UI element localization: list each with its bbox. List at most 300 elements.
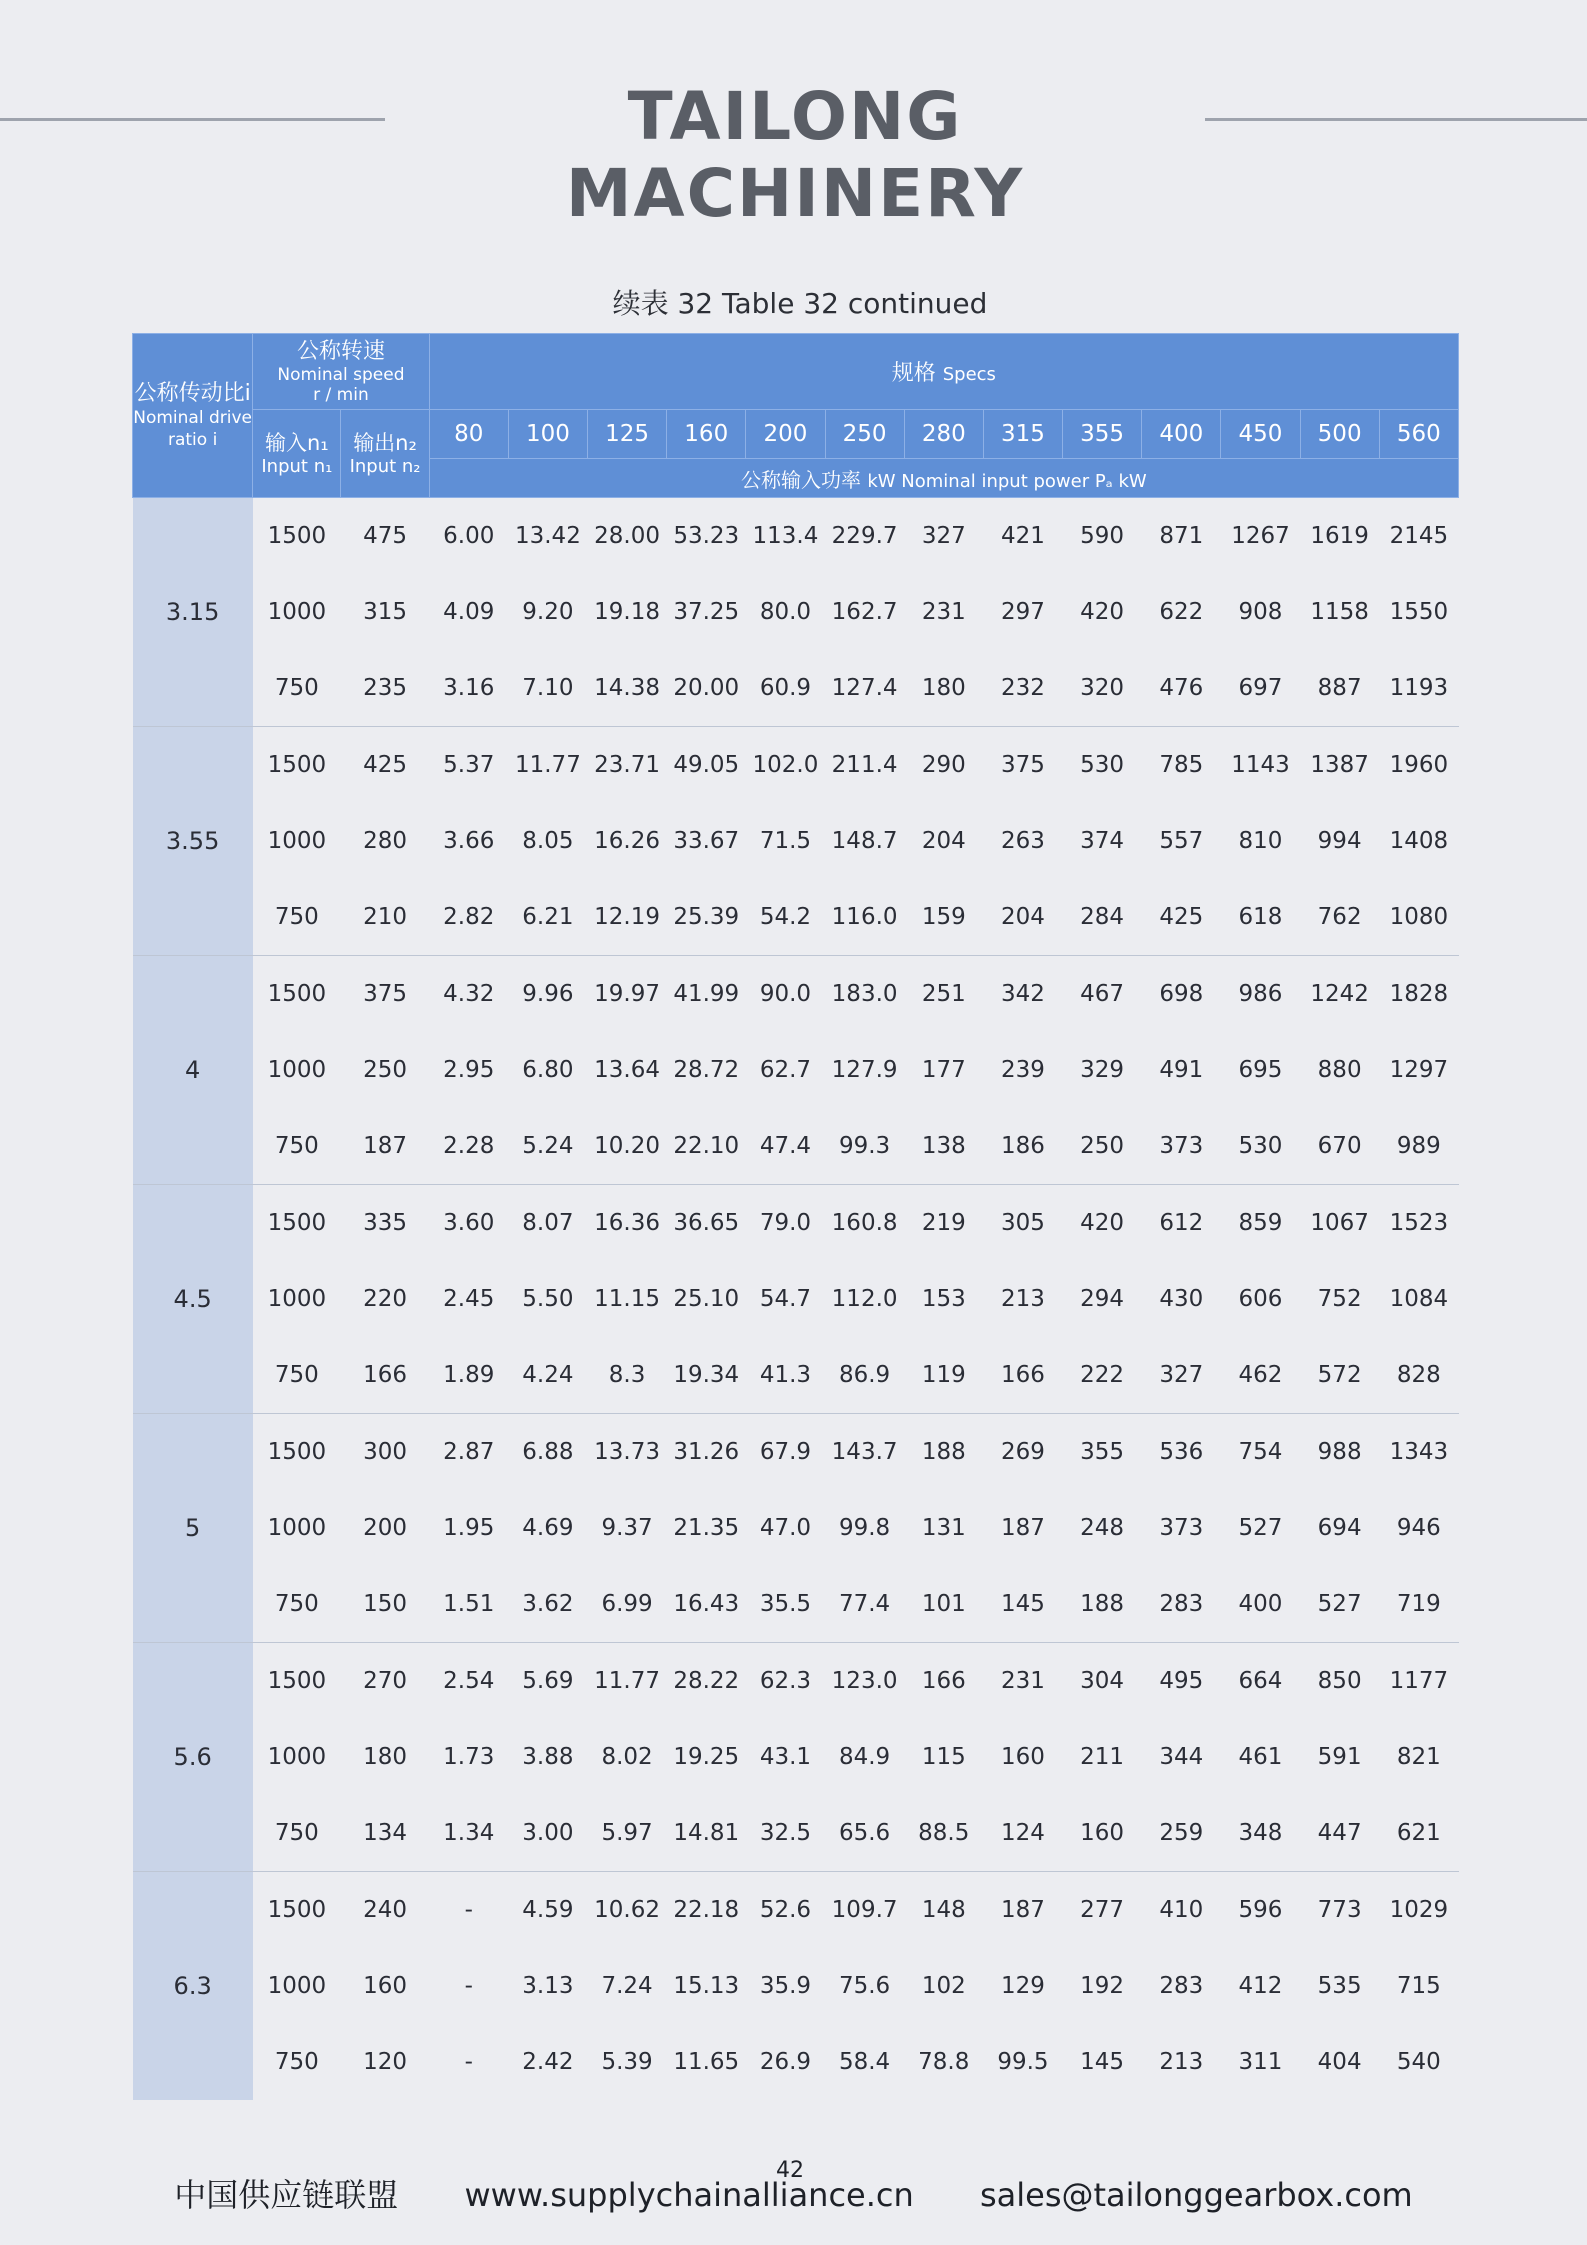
header-ratio-zh: 公称传动比i: [134, 380, 251, 406]
power-cell: 1029: [1379, 1872, 1458, 1949]
input-speed-cell: 1500: [253, 1643, 341, 1720]
power-cell: 65.6: [825, 1795, 904, 1872]
power-cell: 187: [983, 1490, 1062, 1566]
input-speed-cell: 750: [253, 1108, 341, 1185]
output-speed-cell: 335: [341, 1185, 429, 1262]
power-cell: 143.7: [825, 1414, 904, 1491]
power-cell: 22.10: [667, 1108, 746, 1185]
power-cell: 86.9: [825, 1337, 904, 1414]
table-row: [133, 1643, 1459, 1720]
power-cell: 78.8: [904, 2024, 983, 2100]
power-cell: 22.18: [667, 1872, 746, 1949]
power-cell: 8.07: [508, 1185, 587, 1262]
power-cell: 14.81: [667, 1795, 746, 1872]
power-cell: 6.21: [508, 879, 587, 956]
power-cell: 229.7: [825, 498, 904, 575]
power-cell: 719: [1379, 1566, 1458, 1643]
footer: [0, 2170, 1587, 2216]
power-cell: 8.3: [588, 1337, 667, 1414]
power-cell: 375: [983, 727, 1062, 804]
footer-org: 中国供应链联盟: [174, 2176, 399, 2214]
power-cell: 2.45: [429, 1261, 508, 1337]
power-cell: 871: [1142, 498, 1221, 575]
power-cell: 188: [1063, 1566, 1142, 1643]
brand-title: TAILONG MACHINERY: [565, 78, 1025, 232]
power-cell: 160: [983, 1719, 1062, 1795]
power-cell: 180: [904, 650, 983, 727]
power-cell: 810: [1221, 803, 1300, 879]
power-cell: 250: [1063, 1108, 1142, 1185]
ratio-cell: 6.3: [133, 1872, 253, 2101]
power-cell: 10.20: [588, 1108, 667, 1185]
power-cell: 374: [1063, 803, 1142, 879]
power-cell: 28.00: [588, 498, 667, 575]
power-cell: 79.0: [746, 1185, 825, 1262]
header-output-zh: 输出n₂: [353, 430, 417, 455]
header-speed-unit: r / min: [313, 384, 369, 405]
power-cell: 320: [1063, 650, 1142, 727]
power-cell: 9.20: [508, 574, 587, 650]
input-speed-cell: 1000: [253, 1261, 341, 1337]
power-cell: 16.36: [588, 1185, 667, 1262]
output-speed-cell: 220: [341, 1261, 429, 1337]
table-row: [133, 879, 1459, 956]
power-cell: 6.80: [508, 1032, 587, 1108]
power-cell: 530: [1063, 727, 1142, 804]
power-cell: 112.0: [825, 1261, 904, 1337]
power-cell: 219: [904, 1185, 983, 1262]
power-cell: 3.88: [508, 1719, 587, 1795]
power-cell: 239: [983, 1032, 1062, 1108]
table-row: [133, 956, 1459, 1033]
header-ratio-en: Nominal drive ratio i: [133, 407, 252, 450]
power-cell: 988: [1300, 1414, 1379, 1491]
power-cell: 131: [904, 1490, 983, 1566]
power-cell: 2.87: [429, 1414, 508, 1491]
power-cell: 47.0: [746, 1490, 825, 1566]
power-cell: 495: [1142, 1643, 1221, 1720]
power-cell: 342: [983, 956, 1062, 1033]
input-speed-cell: 1000: [253, 1719, 341, 1795]
power-cell: 54.7: [746, 1261, 825, 1337]
power-cell: 1343: [1379, 1414, 1458, 1491]
output-speed-cell: 210: [341, 879, 429, 956]
power-cell: 1177: [1379, 1643, 1458, 1720]
power-cell: 355: [1063, 1414, 1142, 1491]
power-cell: 99.3: [825, 1108, 904, 1185]
header-speed-zh: 公称转速: [296, 338, 385, 364]
header-size-160: 160: [667, 410, 746, 459]
power-cell: 101: [904, 1566, 983, 1643]
power-cell: 420: [1063, 574, 1142, 650]
power-cell: 946: [1379, 1490, 1458, 1566]
power-cell: 49.05: [667, 727, 746, 804]
table-row: [133, 1872, 1459, 1949]
power-cell: 1619: [1300, 498, 1379, 575]
power-cell: 6.99: [588, 1566, 667, 1643]
table-row: [133, 1337, 1459, 1414]
power-cell: 557: [1142, 803, 1221, 879]
table-header: [133, 334, 1459, 498]
power-cell: 2.95: [429, 1032, 508, 1108]
power-cell: 11.77: [588, 1643, 667, 1720]
power-cell: 2145: [1379, 498, 1458, 575]
input-speed-cell: 1000: [253, 574, 341, 650]
power-cell: 31.26: [667, 1414, 746, 1491]
power-cell: 28.22: [667, 1643, 746, 1720]
power-cell: 160: [1063, 1795, 1142, 1872]
power-cell: 188: [904, 1414, 983, 1491]
power-cell: 54.2: [746, 879, 825, 956]
table-body: [133, 498, 1459, 2101]
power-cell: 187: [983, 1872, 1062, 1949]
power-cell: 263: [983, 803, 1062, 879]
power-cell: 33.67: [667, 803, 746, 879]
power-cell: 4.24: [508, 1337, 587, 1414]
table-row: [133, 1185, 1459, 1262]
power-cell: 695: [1221, 1032, 1300, 1108]
power-cell: 160.8: [825, 1185, 904, 1262]
power-cell: 102.0: [746, 727, 825, 804]
power-cell: 1242: [1300, 956, 1379, 1033]
power-cell: 828: [1379, 1337, 1458, 1414]
power-cell: 348: [1221, 1795, 1300, 1872]
power-cell: 232: [983, 650, 1062, 727]
power-cell: 294: [1063, 1261, 1142, 1337]
power-cell: 62.3: [746, 1643, 825, 1720]
power-cell: 612: [1142, 1185, 1221, 1262]
power-cell: 400: [1221, 1566, 1300, 1643]
header-output: [341, 410, 429, 498]
power-cell: 476: [1142, 650, 1221, 727]
ratio-cell: 3.15: [133, 498, 253, 727]
power-cell: 21.35: [667, 1490, 746, 1566]
power-cell: 211: [1063, 1719, 1142, 1795]
power-cell: 591: [1300, 1719, 1379, 1795]
power-cell: 1267: [1221, 498, 1300, 575]
power-cell: 447: [1300, 1795, 1379, 1872]
power-cell: 84.9: [825, 1719, 904, 1795]
power-cell: 71.5: [746, 803, 825, 879]
output-speed-cell: 200: [341, 1490, 429, 1566]
power-cell: 530: [1221, 1108, 1300, 1185]
power-cell: -: [429, 2024, 508, 2100]
power-cell: 127.4: [825, 650, 904, 727]
power-cell: 204: [983, 879, 1062, 956]
header-size-200: 200: [746, 410, 825, 459]
power-cell: 697: [1221, 650, 1300, 727]
power-cell: 186: [983, 1108, 1062, 1185]
table-row: [133, 1795, 1459, 1872]
input-speed-cell: 1000: [253, 1948, 341, 2024]
power-cell: 3.60: [429, 1185, 508, 1262]
header-size-125: 125: [588, 410, 667, 459]
output-speed-cell: 425: [341, 727, 429, 804]
power-cell: 90.0: [746, 956, 825, 1033]
power-cell: 109.7: [825, 1872, 904, 1949]
power-cell: 7.24: [588, 1948, 667, 2024]
power-cell: 53.23: [667, 498, 746, 575]
power-cell: 1084: [1379, 1261, 1458, 1337]
power-cell: 1.73: [429, 1719, 508, 1795]
power-cell: 231: [983, 1643, 1062, 1720]
table-row: [133, 1566, 1459, 1643]
input-speed-cell: 750: [253, 879, 341, 956]
power-table-container: [132, 333, 1459, 2100]
header-rule-left: [0, 118, 385, 121]
header-rule-right: [1205, 118, 1587, 121]
power-cell: 153: [904, 1261, 983, 1337]
output-speed-cell: 300: [341, 1414, 429, 1491]
power-cell: 52.6: [746, 1872, 825, 1949]
power-cell: 248: [1063, 1490, 1142, 1566]
footer-website: www.supplychainalliance.cn: [464, 2176, 914, 2214]
power-cell: 698: [1142, 956, 1221, 1033]
power-cell: 67.9: [746, 1414, 825, 1491]
power-cell: 12.19: [588, 879, 667, 956]
header-size-400: 400: [1142, 410, 1221, 459]
power-cell: 850: [1300, 1643, 1379, 1720]
power-cell: 290: [904, 727, 983, 804]
power-cell: 715: [1379, 1948, 1458, 2024]
power-cell: 859: [1221, 1185, 1300, 1262]
power-cell: 412: [1221, 1948, 1300, 2024]
output-speed-cell: 187: [341, 1108, 429, 1185]
power-cell: 231: [904, 574, 983, 650]
power-cell: 124: [983, 1795, 1062, 1872]
header-size-450: 450: [1221, 410, 1300, 459]
power-cell: 880: [1300, 1032, 1379, 1108]
power-cell: 19.34: [667, 1337, 746, 1414]
output-speed-cell: 315: [341, 574, 429, 650]
table-row: [133, 727, 1459, 804]
power-cell: 204: [904, 803, 983, 879]
power-cell: 5.50: [508, 1261, 587, 1337]
input-speed-cell: 1500: [253, 1872, 341, 1949]
table-row: [133, 1261, 1459, 1337]
header-ratio: [133, 334, 253, 498]
power-cell: 2.82: [429, 879, 508, 956]
power-cell: 329: [1063, 1032, 1142, 1108]
table-caption: 续表 32 Table 32 continued: [612, 287, 988, 320]
power-cell: 821: [1379, 1719, 1458, 1795]
power-cell: 166: [983, 1337, 1062, 1414]
power-cell: 115: [904, 1719, 983, 1795]
power-cell: 5.24: [508, 1108, 587, 1185]
power-cell: 986: [1221, 956, 1300, 1033]
power-cell: 32.5: [746, 1795, 825, 1872]
header-size-500: 500: [1300, 410, 1379, 459]
power-cell: 16.43: [667, 1566, 746, 1643]
power-cell: 572: [1300, 1337, 1379, 1414]
output-speed-cell: 240: [341, 1872, 429, 1949]
power-cell: 26.9: [746, 2024, 825, 2100]
output-speed-cell: 375: [341, 956, 429, 1033]
header-power-unit: [429, 459, 1458, 498]
power-cell: 10.62: [588, 1872, 667, 1949]
power-cell: 25.10: [667, 1261, 746, 1337]
header-specs: [429, 334, 1458, 410]
output-speed-cell: 280: [341, 803, 429, 879]
power-cell: 20.00: [667, 650, 746, 727]
input-speed-cell: 750: [253, 1795, 341, 1872]
power-cell: 297: [983, 574, 1062, 650]
power-cell: 430: [1142, 1261, 1221, 1337]
output-speed-cell: 180: [341, 1719, 429, 1795]
power-cell: 1408: [1379, 803, 1458, 879]
power-cell: 694: [1300, 1490, 1379, 1566]
input-speed-cell: 1500: [253, 727, 341, 804]
power-cell: 621: [1379, 1795, 1458, 1872]
power-cell: 2.28: [429, 1108, 508, 1185]
power-cell: 138: [904, 1108, 983, 1185]
power-cell: 590: [1063, 498, 1142, 575]
power-cell: 622: [1142, 574, 1221, 650]
header-input-zh: 输入n₁: [264, 430, 329, 455]
power-cell: 148: [904, 1872, 983, 1949]
power-cell: 344: [1142, 1719, 1221, 1795]
power-cell: 162.7: [825, 574, 904, 650]
power-cell: 177: [904, 1032, 983, 1108]
input-speed-cell: 1500: [253, 498, 341, 575]
power-cell: 1067: [1300, 1185, 1379, 1262]
table-row: [133, 1108, 1459, 1185]
power-cell: 15.13: [667, 1948, 746, 2024]
power-cell: 183.0: [825, 956, 904, 1033]
power-cell: 3.66: [429, 803, 508, 879]
power-cell: 908: [1221, 574, 1300, 650]
output-speed-cell: 475: [341, 498, 429, 575]
header-speed-en: Nominal speed: [277, 364, 405, 385]
power-cell: 664: [1221, 1643, 1300, 1720]
power-cell: 23.71: [588, 727, 667, 804]
power-cell: 11.65: [667, 2024, 746, 2100]
power-cell: 259: [1142, 1795, 1221, 1872]
power-cell: 6.00: [429, 498, 508, 575]
input-speed-cell: 750: [253, 1566, 341, 1643]
power-cell: 5.97: [588, 1795, 667, 1872]
header-input-en: Input n₁: [261, 455, 333, 477]
power-cell: -: [429, 1872, 508, 1949]
table-row: [133, 803, 1459, 879]
power-cell: 5.69: [508, 1643, 587, 1720]
power-cell: 3.00: [508, 1795, 587, 1872]
power-cell: 6.88: [508, 1414, 587, 1491]
power-cell: 4.32: [429, 956, 508, 1033]
table-row: [133, 1490, 1459, 1566]
power-cell: 13.64: [588, 1032, 667, 1108]
header-size-280: 280: [904, 410, 983, 459]
power-cell: 1387: [1300, 727, 1379, 804]
power-cell: 19.18: [588, 574, 667, 650]
table-row: [133, 1719, 1459, 1795]
input-speed-cell: 1000: [253, 1490, 341, 1566]
power-cell: 75.6: [825, 1948, 904, 2024]
power-cell: 1158: [1300, 574, 1379, 650]
power-cell: 8.05: [508, 803, 587, 879]
power-cell: 8.02: [588, 1719, 667, 1795]
header-power-en: kW Nominal input power Pₐ kW: [867, 470, 1147, 492]
power-cell: 35.9: [746, 1948, 825, 2024]
power-cell: 9.96: [508, 956, 587, 1033]
output-speed-cell: 166: [341, 1337, 429, 1414]
power-cell: 88.5: [904, 1795, 983, 1872]
power-cell: 35.5: [746, 1566, 825, 1643]
input-speed-cell: 750: [253, 1337, 341, 1414]
power-cell: 222: [1063, 1337, 1142, 1414]
header-size-315: 315: [983, 410, 1062, 459]
table-row: [133, 1414, 1459, 1491]
power-cell: 145: [983, 1566, 1062, 1643]
power-cell: 80.0: [746, 574, 825, 650]
power-cell: 43.1: [746, 1719, 825, 1795]
table-row: [133, 650, 1459, 727]
power-cell: 754: [1221, 1414, 1300, 1491]
power-cell: 60.9: [746, 650, 825, 727]
input-speed-cell: 1000: [253, 803, 341, 879]
header-output-en: Input n₂: [349, 455, 421, 477]
power-cell: 535: [1300, 1948, 1379, 2024]
power-cell: 47.4: [746, 1108, 825, 1185]
power-cell: 62.7: [746, 1032, 825, 1108]
power-cell: 762: [1300, 879, 1379, 956]
power-cell: 670: [1300, 1108, 1379, 1185]
power-cell: 410: [1142, 1872, 1221, 1949]
output-speed-cell: 270: [341, 1643, 429, 1720]
power-cell: 311: [1221, 2024, 1300, 2100]
power-table: [132, 333, 1459, 2100]
output-speed-cell: 134: [341, 1795, 429, 1872]
power-cell: 11.15: [588, 1261, 667, 1337]
power-cell: 421: [983, 498, 1062, 575]
header-size-row: [133, 410, 1459, 459]
output-speed-cell: 150: [341, 1566, 429, 1643]
power-cell: 159: [904, 879, 983, 956]
power-cell: 283: [1142, 1948, 1221, 2024]
power-cell: 277: [1063, 1872, 1142, 1949]
power-cell: 989: [1379, 1108, 1458, 1185]
power-cell: 13.42: [508, 498, 587, 575]
power-cell: 41.3: [746, 1337, 825, 1414]
power-cell: 404: [1300, 2024, 1379, 2100]
power-cell: 58.4: [825, 2024, 904, 2100]
power-cell: 19.25: [667, 1719, 746, 1795]
power-cell: 11.77: [508, 727, 587, 804]
input-speed-cell: 750: [253, 2024, 341, 2100]
power-cell: 1960: [1379, 727, 1458, 804]
power-cell: 145: [1063, 2024, 1142, 2100]
table-row: [133, 2024, 1459, 2100]
power-cell: 1828: [1379, 956, 1458, 1033]
power-cell: 461: [1221, 1719, 1300, 1795]
header-size-250: 250: [825, 410, 904, 459]
power-cell: 994: [1300, 803, 1379, 879]
power-cell: 102: [904, 1948, 983, 2024]
power-cell: 116.0: [825, 879, 904, 956]
power-cell: 305: [983, 1185, 1062, 1262]
input-speed-cell: 1500: [253, 956, 341, 1033]
power-cell: 373: [1142, 1490, 1221, 1566]
power-cell: 211.4: [825, 727, 904, 804]
power-cell: 2.42: [508, 2024, 587, 2100]
power-cell: 606: [1221, 1261, 1300, 1337]
power-cell: 16.26: [588, 803, 667, 879]
input-speed-cell: 750: [253, 650, 341, 727]
power-cell: 527: [1300, 1566, 1379, 1643]
output-speed-cell: 250: [341, 1032, 429, 1108]
power-cell: 119: [904, 1337, 983, 1414]
power-cell: 123.0: [825, 1643, 904, 1720]
